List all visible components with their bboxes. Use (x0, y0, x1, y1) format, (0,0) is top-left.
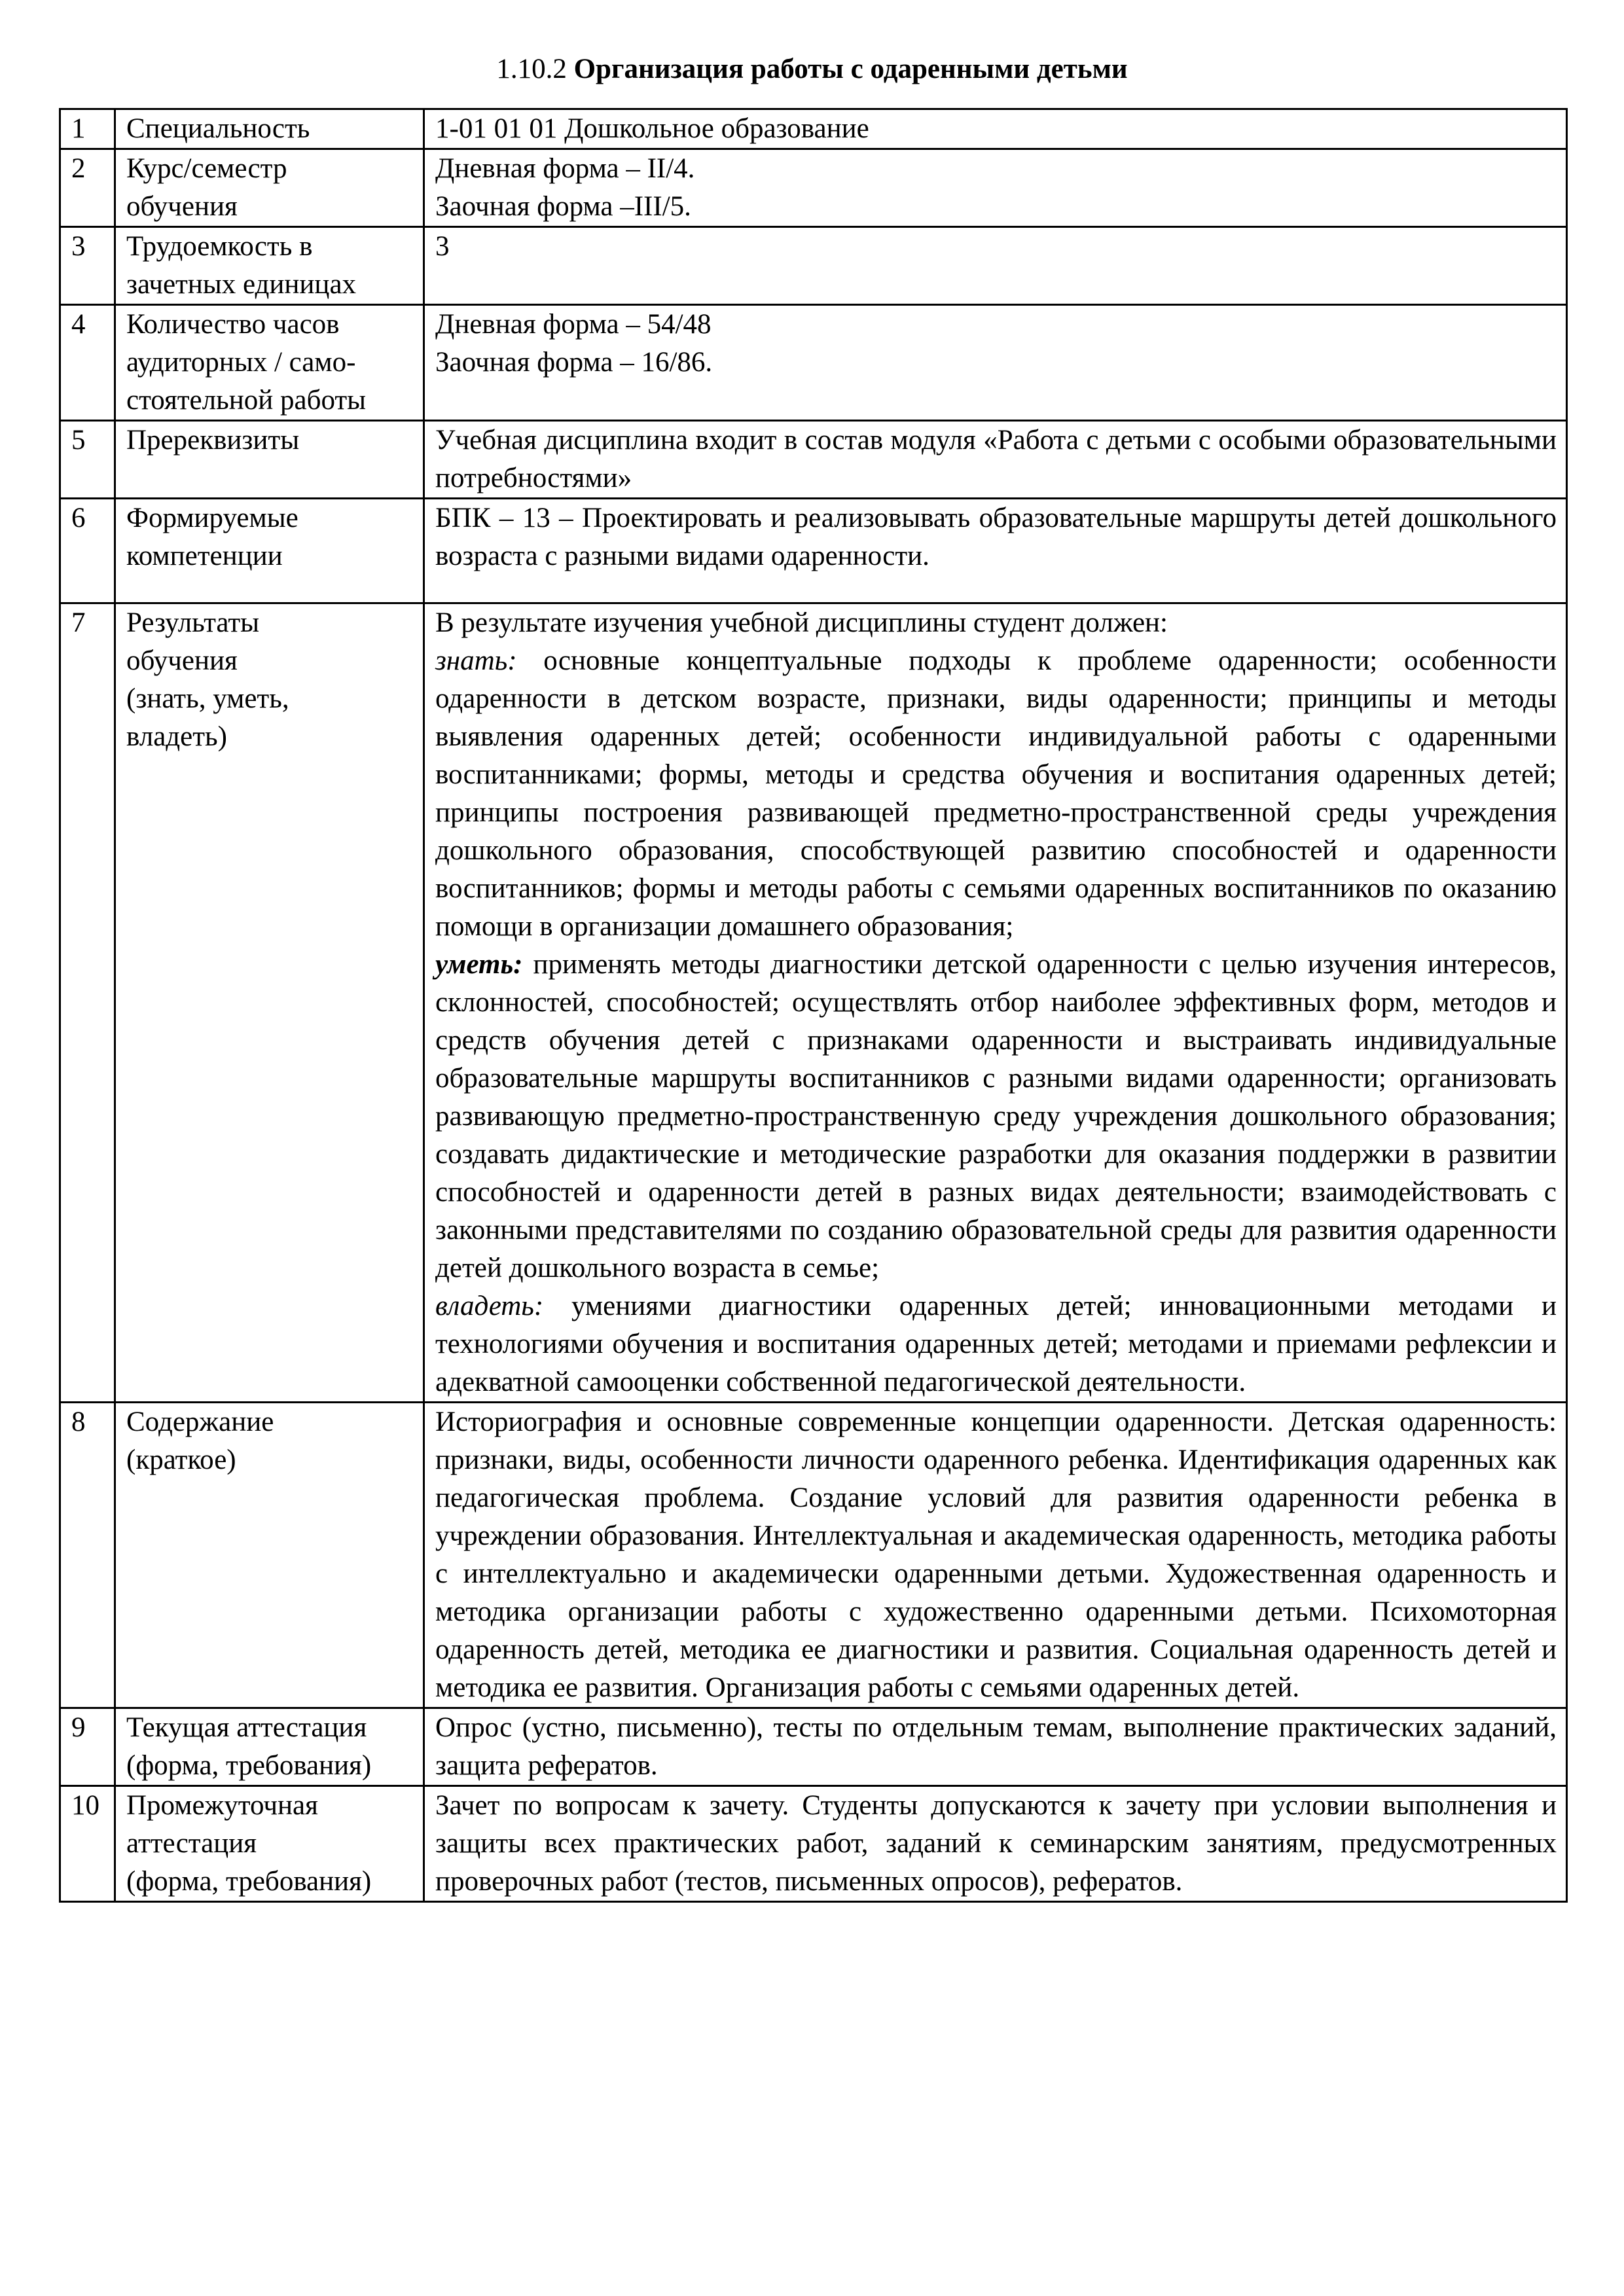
row-label: Формируемые компетенции (115, 499, 424, 603)
table-row (60, 305, 1567, 421)
row-label: Трудоемкость в зачетных единицах (115, 227, 424, 305)
row-label: Промежуточная аттестация (форма, требования) (115, 1786, 424, 1902)
row-number: 9 (60, 1708, 115, 1786)
row-number: 3 (60, 227, 115, 305)
results-intro: В результате изучения учебной дисциплины студент должен: (435, 607, 1168, 638)
row-value (424, 603, 1567, 1403)
row-number: 4 (60, 305, 115, 421)
table-row (60, 603, 1567, 1403)
row-value: 3 (424, 227, 1567, 305)
row-number: 1 (60, 109, 115, 149)
results-know: знать: основные концептуальные подходы к проблеме одаренности; особенности одаренности в детском возрасте, признаки, виды одаренности; принципы и методы выявления одаренных детей; особенности индивидуальной работы с одаренными воспитанниками; формы, методы и средства обучения и воспитания одаренных детей; принципы построения развивающей предметно-пространственной среды учреждения дошкольного образования, способствующей развитию способностей и одаренности воспитанников; формы и методы работы с семьями одаренных воспитанников по оказанию помощи в организации домашнего образования; (435, 645, 1557, 942)
row-value: Дневная форма – II/4. Заочная форма –III/5. (424, 149, 1567, 227)
row-number: 6 (60, 499, 115, 603)
row-label: Курс/семестр обучения (115, 149, 424, 227)
row-label: Результаты обучения (знать, уметь, владеть) (115, 603, 424, 1403)
row-value: Зачет по вопросам к зачету. Студенты допускаются к зачету при условии выполнения и защиты всех практических работ, заданий к семинарским занятиям, предусмотренных проверочных работ (тестов, письменных опросов), рефератов. (424, 1786, 1567, 1902)
row-number: 5 (60, 421, 115, 499)
row-label: Пререквизиты (115, 421, 424, 499)
discipline-passport-table (59, 108, 1568, 1903)
table-row (60, 149, 1567, 227)
row-label: Содержание (краткое) (115, 1403, 424, 1708)
row-value: БПК – 13 – Проектировать и реализовывать образовательные маршруты детей дошкольного возраста с разными видами одаренности. (424, 499, 1567, 603)
row-number: 2 (60, 149, 115, 227)
row-value: Учебная дисциплина входит в состав модуля «Работа с детьми с особыми образовательными потребностями» (424, 421, 1567, 499)
row-number: 10 (60, 1786, 115, 1902)
discipline-title: Организация работы с одаренными детьми (573, 54, 1128, 84)
table-row (60, 1708, 1567, 1786)
row-label: Специальность (115, 109, 424, 149)
results-master: владеть: умениями диагностики одаренных детей; инновационными методами и технологиями обучения и воспитания одаренных детей; методами и приемами рефлексии и адекватной самооценки собственной педагогической деятельности. (435, 1291, 1557, 1397)
table-row (60, 421, 1567, 499)
results-can: уметь: применять методы диагностики детской одаренности с целью изучения интересов, склонностей, способностей; осуществлять отбор наиболее эффективных форм, методов и средств обучения детей с признаками одаренности и выстраивать индивидуальные образовательные маршруты воспитанников с разными видами одаренности; организовать развивающую предметно-пространственную среду учреждения дошкольного образования; создавать дидактические и методические разработки для оказания поддержки в развитии способностей и одаренности детей в разных видах деятельности; взаимодействовать с законными представителями по созданию образовательной среды для развития одаренности детей дошкольного возраста в семье; (435, 949, 1557, 1283)
row-value: Историография и основные современные концепции одаренности. Детская одаренность: признаки, виды, особенности личности одаренного ребенка. Идентификация одаренных как педагогическая проблема. Создание условий для развития одаренности ребенка в учреждении образования. Интеллектуальная и академическая одаренность, методика работы с интеллектуально и академически одаренными детьми. Художественная одаренность и методика организации работы с художественно одаренными детьми. Психомоторная одаренность детей, методика ее диагностики и развития. Социальная одаренность детей и методика ее развития. Организация работы с семьями одаренных детей. (424, 1403, 1567, 1708)
table-row (60, 1786, 1567, 1902)
section-number: 1.10.2 (496, 54, 567, 84)
table-row (60, 1403, 1567, 1708)
row-label: Текущая аттестация (форма, требования) (115, 1708, 424, 1786)
row-value: Опрос (устно, письменно), тесты по отдельным темам, выполнение практических заданий, защита рефератов. (424, 1708, 1567, 1786)
row-value: 1-01 01 01 Дошкольное образование (424, 109, 1567, 149)
table-row (60, 227, 1567, 305)
table-row (60, 499, 1567, 603)
table-row (60, 109, 1567, 149)
row-number: 8 (60, 1403, 115, 1708)
row-value: Дневная форма – 54/48 Заочная форма – 16/86. (424, 305, 1567, 421)
row-number: 7 (60, 603, 115, 1403)
row-label: Количество часов аудиторных / само- стоятельной работы (115, 305, 424, 421)
page-title (0, 51, 1624, 88)
